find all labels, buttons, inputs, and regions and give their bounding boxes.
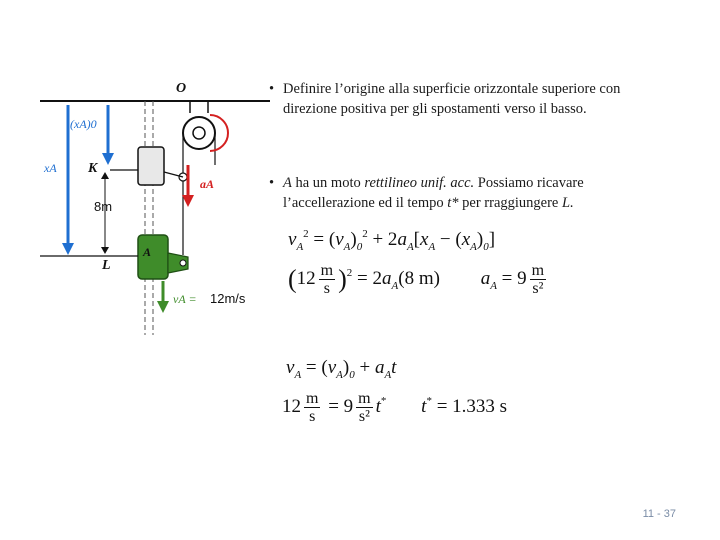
dim-head-bottom — [101, 247, 109, 254]
bullet-origin-line2: direzione positiva per gli spostamenti verso il basso. — [283, 101, 587, 117]
bullet-motion — [269, 173, 584, 213]
symbol-a: A — [283, 175, 292, 191]
bullet-origin — [269, 79, 621, 119]
text: l’accellerazione ed il tempo — [283, 195, 448, 211]
text: ha un moto — [291, 175, 365, 191]
arrow-va-head — [157, 301, 169, 313]
bullet-motion-line2 — [283, 193, 584, 213]
label-aa: aA — [200, 177, 215, 191]
label-origin: O — [176, 81, 187, 96]
label-a: A — [143, 245, 152, 259]
page-number: 11 - 37 — [642, 508, 676, 520]
text: Possiamo ricavare — [474, 175, 584, 191]
symbol-l: L. — [562, 195, 574, 211]
eq2-unit: $\frac{m}{s}$ — [320, 262, 334, 297]
equation-2: (12 $\frac{m}{s}$ )$^2 = 2a_A(8$ m) $a_A = 9$ $\frac{m}{\text{s²}}$ — [288, 262, 545, 297]
arrow-aa-head — [182, 195, 194, 207]
label-xa0: (xA)0 — [70, 117, 97, 131]
eq2-value: 12 — [296, 267, 316, 289]
label-va-value: 12m/s — [210, 291, 246, 306]
collar-pin — [180, 260, 186, 266]
eq2-result-unit: $\frac{m}{\text{s²}}$ — [531, 262, 545, 297]
bullet-motion-line1 — [283, 173, 584, 193]
text-italic: rettilineo unif. acc. — [364, 175, 475, 191]
arrow-xa0-head — [102, 153, 114, 165]
eq4-unit: $\frac{m}{s}$ — [306, 390, 319, 425]
pulley-diagram — [30, 75, 280, 340]
bullet-dot: • — [269, 81, 275, 97]
label-k: K — [88, 161, 98, 176]
label-xa: xA — [44, 161, 57, 175]
eq4-value: 12 — [282, 395, 301, 417]
label-l: L — [102, 258, 111, 273]
symbol-tstar: t* — [447, 195, 459, 211]
dim-head-top — [101, 172, 109, 179]
bullet-origin-line1: Definire l’origine alla superficie orizzontale superiore con — [283, 81, 621, 97]
equation-1: $v_A^2 = (v_A)_0^2 + 2a_A[x_A - (x_A)_0]$ — [288, 228, 496, 253]
label-distance: 8m — [94, 199, 113, 214]
equation-4: 12 $\frac{m}{s}$ = 9 $\frac{m}{\text{s²}}$ t* t* = 1.333 s — [282, 390, 508, 425]
text: per rraggiungere — [458, 195, 562, 211]
label-va: vA = — [173, 292, 197, 306]
bullet-dot: • — [269, 175, 275, 191]
pulley-hub — [193, 127, 205, 139]
block-k — [138, 147, 164, 185]
eq4-accel-unit: $\frac{m}{\text{s²}}$ — [358, 390, 371, 425]
equation-3: $v_A = (v_A)_0 + a_At$ — [286, 357, 397, 381]
arrow-xa-head — [62, 243, 74, 255]
